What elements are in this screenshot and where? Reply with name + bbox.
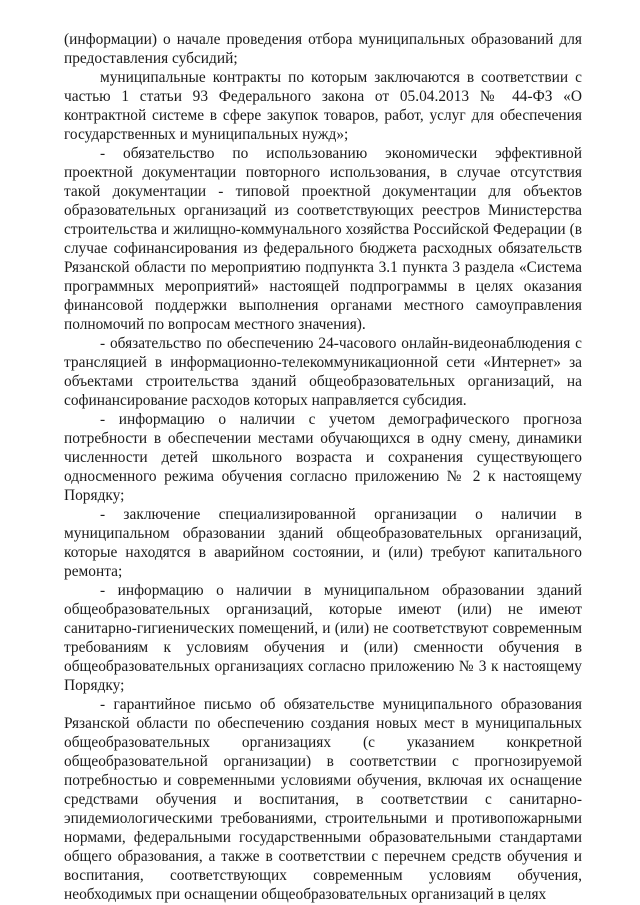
paragraph-4: - обязательство по обеспечению 24-часового онлайн-видеонаблюдения с трансляцией в информационно-телекоммуникационной сети «Интернет» за объектами строительства зданий общеобразовательных организаций, на софинансирование расходов которых направляется субсидия. xyxy=(64,335,582,409)
paragraph-6: - заключение специализированной организации о наличии в муниципальном образовании зданий общеобразовательных организаций, которые находятся в аварийном состоянии, и (или) требуют капитального ремонта; xyxy=(64,506,582,580)
paragraph-8: - гарантийное письмо об обязательстве муниципального образования Рязанской области по обеспечению создания новых мест в муниципальных общеобразовательных организациях (с указанием конкретной общеобразовательной организации) в соответствии с прогнозируемой потребностью и современными условиями обучения, включая их оснащение средствами обучения и воспитания, в соответствии с санитарно-эпидемиологическими требованиями, строительными и противопожарными нормами, федеральными государственными образовательными стандартами общего образования, а также в соответствии с перечнем средств обучения и воспитания, соответствующих современным условиям обучения, необходимых при оснащении общеобразовательных организаций в целях xyxy=(64,696,582,903)
paragraph-1: (информации) о начале проведения отбора муниципальных образований для предоставления субсидий; xyxy=(64,31,582,67)
paragraph-7: - информацию о наличии в муниципальном образовании зданий общеобразовательных организаций, которые имеют (или) не имеют санитарно-гигиенических помещений, и (или) не соответствуют современным требованиям к условиям обучения и (или) сменности обучения в общеобразовательных организациях согласно приложению № 3 к настоящему Порядку; xyxy=(64,582,582,694)
paragraph-2: муниципальные контракты по которым заключаются в соответствии с частью 1 статьи 93 Федерального закона от 05.04.2013 № 44-ФЗ «О контрактной системе в сфере закупок товаров, работ, услуг для обеспечения государственных и муниципальных нужд»; xyxy=(64,69,582,143)
paragraph-5: - информацию о наличии с учетом демографического прогноза потребности в обеспечении местами обучающихся в одну смену, динамики численности детей школьного возраста и сохранения существующего односменного режима обучения согласно приложению № 2 к настоящему Порядку; xyxy=(64,411,582,504)
paragraph-3: - обязательство по использованию экономически эффективной проектной документации повторного использования, в случае отсутствия такой документации - типовой проектной документации для объектов образовательных организаций из соответствующих реестров Министерства строительства и жилищно-коммунального хозяйства Российской Федерации (в случае софинансирования из федерального бюджета расходных обязательств Рязанской области по мероприятию подпункта 3.1 пункта 3 раздела «Система программных мероприятий» настоящей подпрограммы в целях оказания финансовой поддержки выполнения органами местного самоуправления полномочий по вопросам местного значения). xyxy=(64,145,582,333)
